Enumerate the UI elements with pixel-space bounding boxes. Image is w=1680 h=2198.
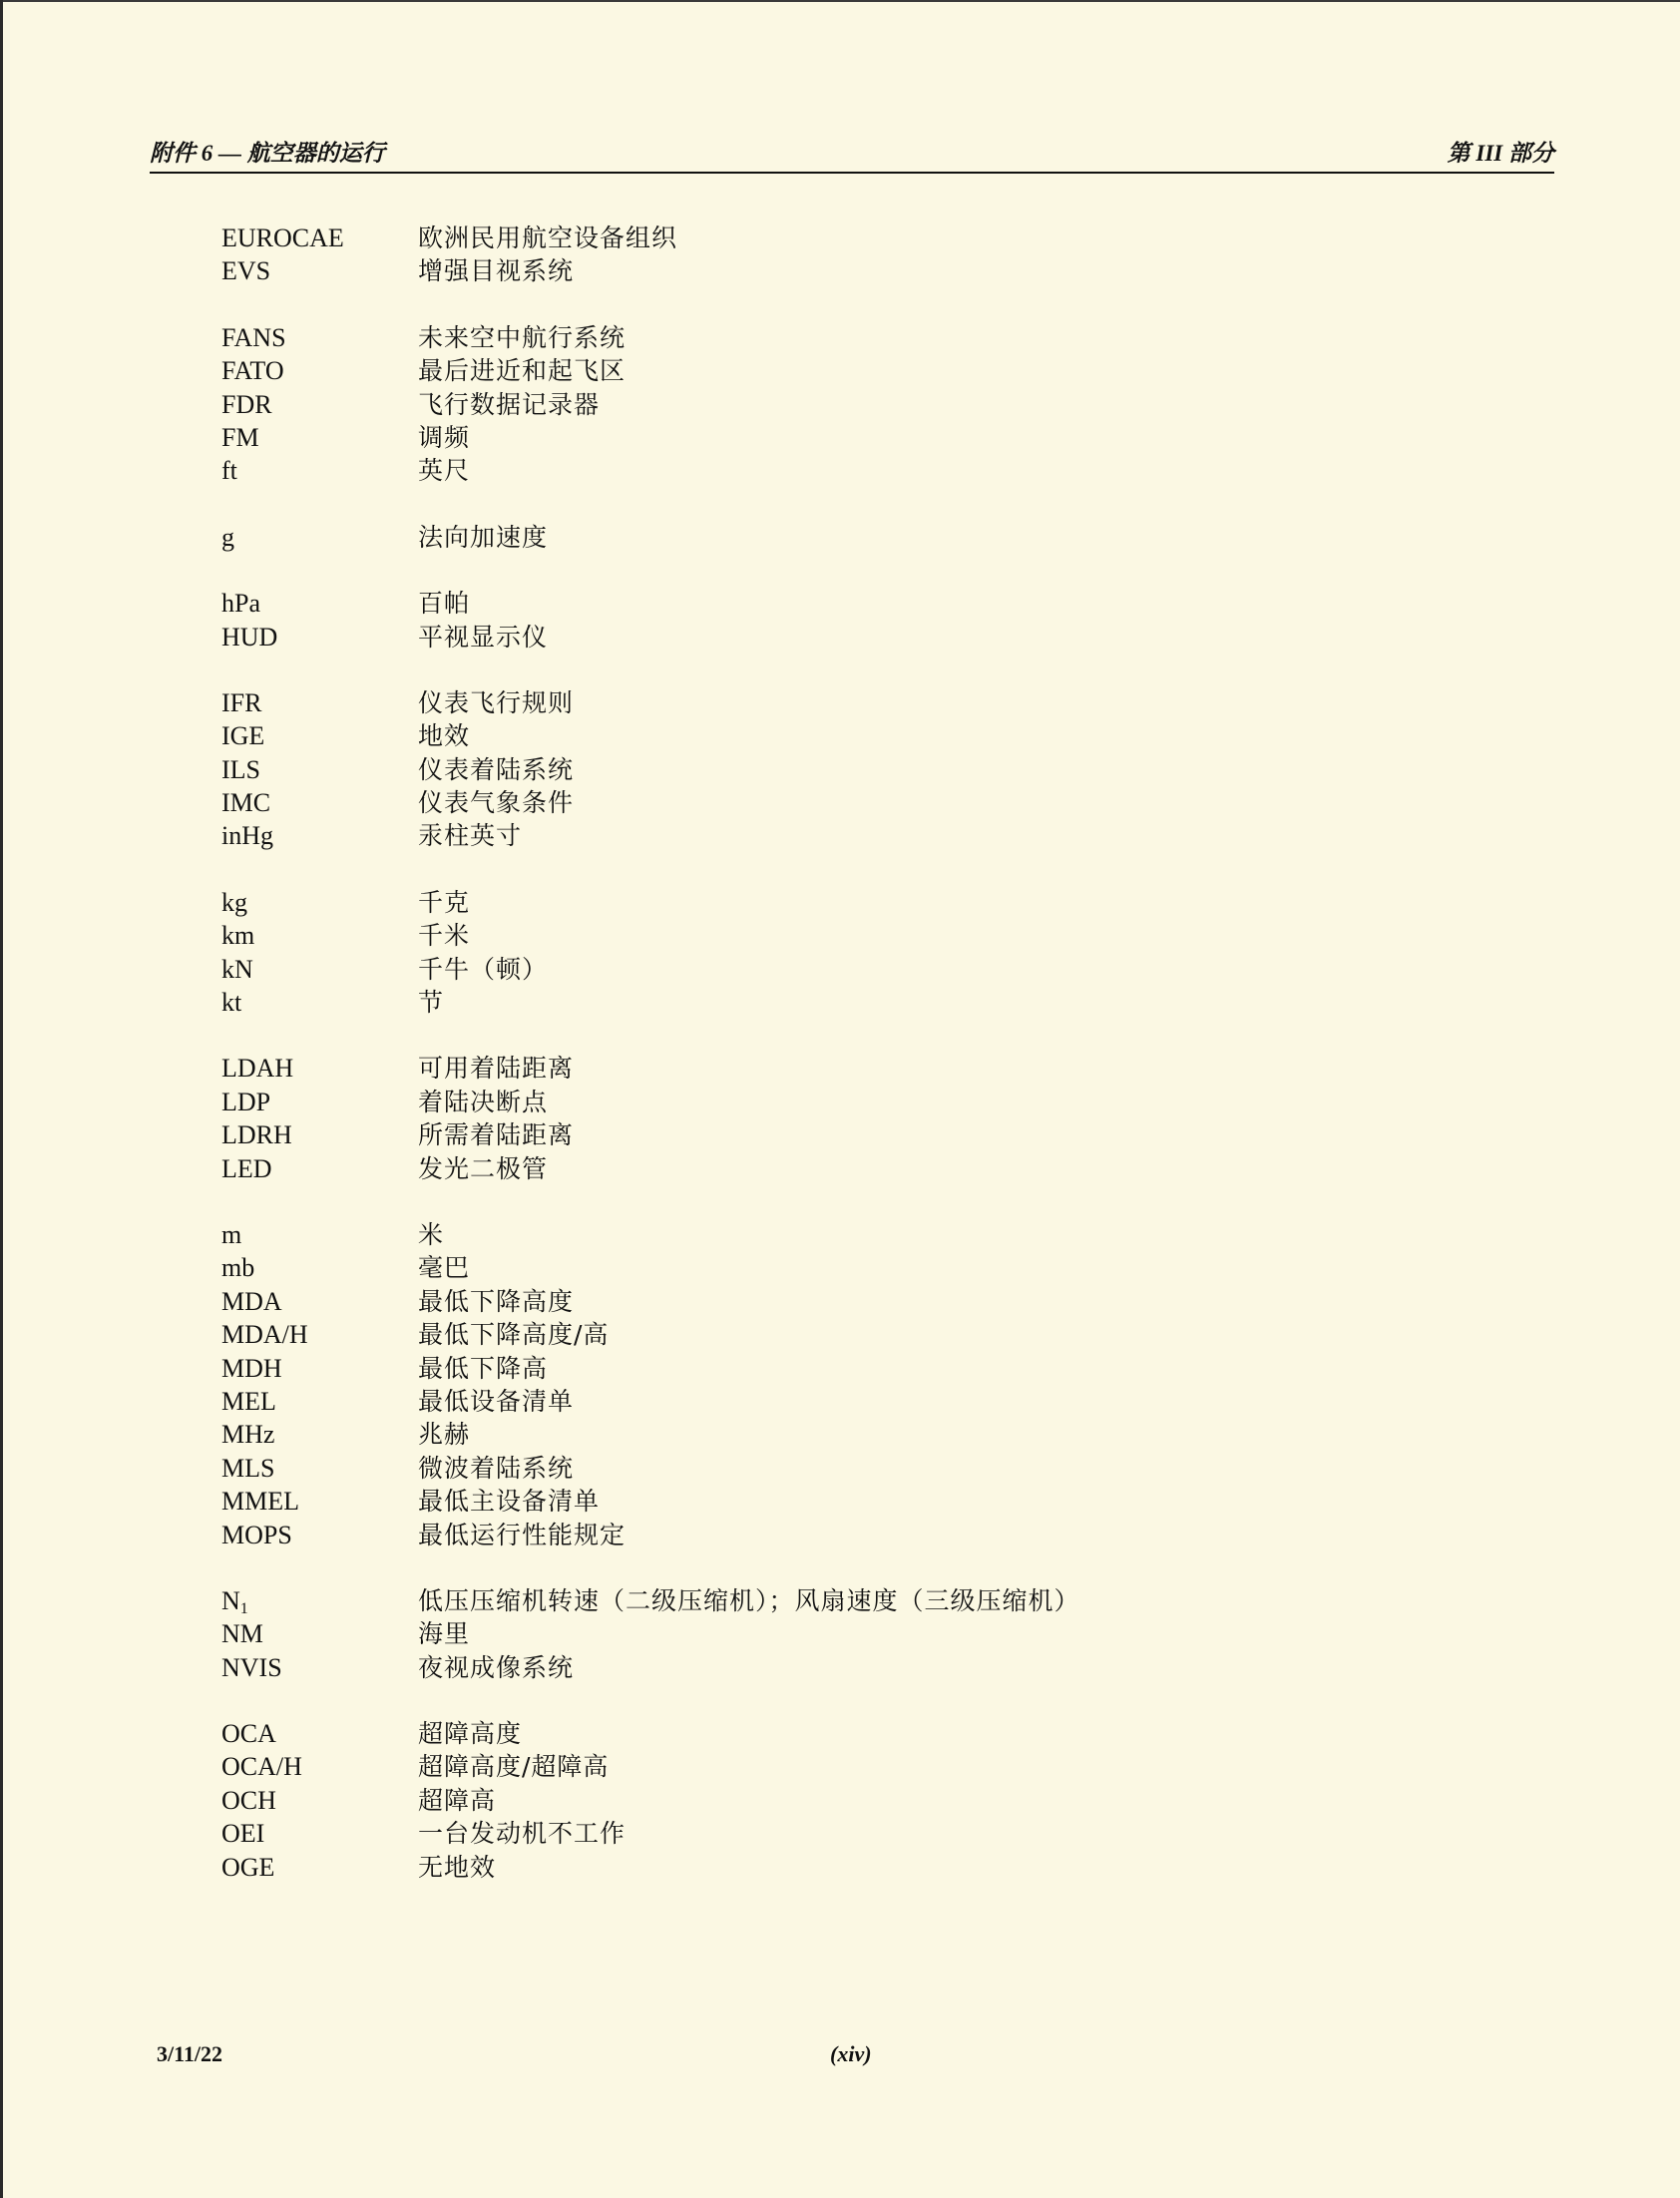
abbreviation-row xyxy=(221,1817,1419,1850)
abbreviation-term xyxy=(221,1251,418,1284)
abbreviation-term-text: MDA/H xyxy=(221,1320,308,1350)
abbreviation-group xyxy=(221,321,1419,488)
abbreviation-row xyxy=(221,1152,1419,1185)
abbreviation-term-text: NM xyxy=(221,1619,263,1649)
abbreviation-meaning: 最低主设备清单 xyxy=(418,1487,601,1517)
abbreviation-term-text: MOPS xyxy=(221,1520,292,1549)
abbreviation-row xyxy=(221,1485,1419,1518)
abbreviation-term-text: OCA xyxy=(221,1719,276,1749)
abbreviation-group xyxy=(221,587,1419,654)
abbreviation-meaning: 调频 xyxy=(418,422,471,452)
abbreviation-row xyxy=(221,1385,1419,1418)
abbreviation-term-text: OGE xyxy=(221,1852,275,1882)
abbreviation-row xyxy=(221,1052,1419,1085)
abbreviation-term-text: inHg xyxy=(221,821,273,851)
footer-page-number: (xiv) xyxy=(830,2041,872,2066)
abbreviation-row xyxy=(221,321,1419,354)
abbreviation-term xyxy=(221,1784,418,1817)
abbreviation-term xyxy=(221,587,418,620)
abbreviation-row xyxy=(221,1285,1419,1318)
abbreviation-row xyxy=(221,986,1419,1019)
abbreviation-row xyxy=(221,388,1419,421)
abbreviation-meaning: 仪表气象条件 xyxy=(418,788,575,818)
abbreviation-group xyxy=(221,1584,1419,1684)
abbreviation-meaning: 毫巴 xyxy=(418,1253,471,1283)
abbreviation-term xyxy=(221,1452,418,1485)
abbreviation-meaning: 千克 xyxy=(418,887,471,917)
header-title: 附件 6 — 航空器的运行 xyxy=(150,141,385,166)
abbreviation-term-text: MDA xyxy=(221,1286,282,1316)
abbreviation-meaning: 无地效 xyxy=(418,1852,497,1882)
abbreviation-term-text: m xyxy=(221,1219,242,1249)
abbreviation-term xyxy=(221,1750,418,1783)
abbreviation-term xyxy=(221,1285,418,1318)
abbreviation-term xyxy=(221,1519,418,1551)
abbreviation-row xyxy=(221,587,1419,620)
abbreviation-term xyxy=(221,886,418,919)
abbreviation-row xyxy=(221,1750,1419,1783)
abbreviation-term xyxy=(221,953,418,986)
header-part: 第 III 部分 xyxy=(1447,141,1554,166)
abbreviation-term-text: IMC xyxy=(221,788,271,818)
abbreviation-subscript: 1 xyxy=(239,1599,248,1617)
abbreviation-term xyxy=(221,1851,418,1884)
abbreviation-meaning: 飞行数据记录器 xyxy=(418,389,601,419)
abbreviation-term-text: EVS xyxy=(221,256,271,286)
abbreviation-term xyxy=(221,421,418,454)
abbreviation-term-text: FANS xyxy=(221,322,286,352)
abbreviation-row xyxy=(221,1218,1419,1251)
abbreviation-term-text: FM xyxy=(221,422,259,452)
abbreviation-meaning: 最低下降高度/高 xyxy=(418,1320,610,1350)
abbreviation-term-text: LED xyxy=(221,1153,272,1183)
abbreviation-meaning: 千牛（顿） xyxy=(418,954,549,984)
abbreviation-row xyxy=(221,819,1419,852)
abbreviation-term-text: OEI xyxy=(221,1819,265,1849)
abbreviation-term-text: ILS xyxy=(221,754,260,784)
abbreviation-term xyxy=(221,1352,418,1385)
abbreviation-row xyxy=(221,1617,1419,1650)
abbreviation-meaning: 夜视成像系统 xyxy=(418,1652,575,1682)
abbreviation-meaning: 未来空中航行系统 xyxy=(418,322,627,352)
abbreviation-row xyxy=(221,1584,1419,1617)
page-edge-top xyxy=(0,0,1680,2)
abbreviation-meaning: 最低运行性能规定 xyxy=(418,1520,627,1549)
abbreviation-row xyxy=(221,1851,1419,1884)
abbreviation-meaning: 仪表着陆系统 xyxy=(418,754,575,784)
abbreviation-term-text: IGE xyxy=(221,721,265,751)
abbreviation-term xyxy=(221,1318,418,1351)
abbreviation-meaning: 海里 xyxy=(418,1619,471,1649)
abbreviation-term-text: MLS xyxy=(221,1453,275,1483)
abbreviation-row xyxy=(221,1717,1419,1750)
abbreviation-term-text: MHz xyxy=(221,1420,275,1450)
abbreviation-meaning: 低压压缩机转速（二级压缩机）；风扇速度（三级压缩机） xyxy=(418,1585,1080,1615)
abbreviation-meaning: 着陆决断点 xyxy=(418,1087,549,1116)
abbreviation-meaning: 增强目视系统 xyxy=(418,256,575,286)
abbreviation-meaning: 最低下降高 xyxy=(418,1353,549,1383)
abbreviation-row xyxy=(221,1352,1419,1385)
abbreviation-term xyxy=(221,1086,418,1118)
abbreviation-row xyxy=(221,919,1419,952)
abbreviation-row xyxy=(221,521,1419,554)
abbreviation-term xyxy=(221,786,418,819)
abbreviation-term-text: EUROCAE xyxy=(221,223,344,252)
abbreviation-term xyxy=(221,719,418,752)
abbreviation-meaning: 欧洲民用航空设备组织 xyxy=(418,223,678,252)
abbreviation-term-text: kN xyxy=(221,954,253,984)
abbreviation-term xyxy=(221,753,418,786)
abbreviation-row xyxy=(221,354,1419,387)
abbreviation-term xyxy=(221,1651,418,1684)
abbreviation-term xyxy=(221,454,418,487)
abbreviation-list xyxy=(221,221,1419,1917)
abbreviation-term xyxy=(221,254,418,287)
abbreviation-group xyxy=(221,686,1419,853)
abbreviation-group xyxy=(221,521,1419,554)
abbreviation-term-text: IFR xyxy=(221,687,262,717)
abbreviation-term-text: FATO xyxy=(221,356,284,386)
abbreviation-meaning: 发光二极管 xyxy=(418,1153,549,1183)
abbreviation-meaning: 超障高度 xyxy=(418,1719,523,1749)
abbreviation-term xyxy=(221,1717,418,1750)
abbreviation-meaning: 最低下降高度 xyxy=(418,1286,575,1316)
abbreviation-group xyxy=(221,1717,1419,1884)
abbreviation-meaning: 米 xyxy=(418,1219,445,1249)
abbreviation-term xyxy=(221,1485,418,1518)
abbreviation-meaning: 百帕 xyxy=(418,589,471,619)
abbreviation-term xyxy=(221,1152,418,1185)
abbreviation-term-text: kg xyxy=(221,887,247,917)
abbreviation-meaning: 可用着陆距离 xyxy=(418,1054,575,1084)
abbreviation-term xyxy=(221,986,418,1019)
abbreviation-meaning: 汞柱英寸 xyxy=(418,821,523,851)
footer-date: 3/11/22 xyxy=(157,2041,223,2066)
abbreviation-row xyxy=(221,1086,1419,1118)
abbreviation-term-text: OCH xyxy=(221,1785,276,1815)
abbreviation-row xyxy=(221,953,1419,986)
abbreviation-term xyxy=(221,1118,418,1151)
abbreviation-row xyxy=(221,421,1419,454)
abbreviation-row xyxy=(221,621,1419,654)
abbreviation-meaning: 超障高度/超障高 xyxy=(418,1752,610,1782)
abbreviation-term-text: MDH xyxy=(221,1353,282,1383)
abbreviation-meaning: 节 xyxy=(418,988,445,1018)
abbreviation-group xyxy=(221,221,1419,288)
abbreviation-term xyxy=(221,1218,418,1251)
abbreviation-term-text: N xyxy=(221,1585,240,1615)
abbreviation-row xyxy=(221,221,1419,254)
abbreviation-row xyxy=(221,1118,1419,1151)
abbreviation-term xyxy=(221,819,418,852)
abbreviation-row xyxy=(221,254,1419,287)
abbreviation-term-text: kt xyxy=(221,988,242,1018)
abbreviation-term xyxy=(221,919,418,952)
abbreviation-term-text: FDR xyxy=(221,389,272,419)
abbreviation-row xyxy=(221,454,1419,487)
abbreviation-term xyxy=(221,354,418,387)
abbreviation-row xyxy=(221,1452,1419,1485)
abbreviation-term-text: ft xyxy=(221,456,237,486)
abbreviation-term-text: MEL xyxy=(221,1386,276,1416)
abbreviation-meaning: 最后进近和起飞区 xyxy=(418,356,627,386)
abbreviation-group xyxy=(221,1052,1419,1185)
abbreviation-term-text: g xyxy=(221,522,234,552)
page-header xyxy=(150,138,1554,174)
abbreviation-term-text: NVIS xyxy=(221,1652,282,1682)
abbreviation-meaning: 微波着陆系统 xyxy=(418,1453,575,1483)
abbreviation-meaning: 英尺 xyxy=(418,456,471,486)
abbreviation-term-text: hPa xyxy=(221,589,260,619)
abbreviation-meaning: 最低设备清单 xyxy=(418,1386,575,1416)
abbreviation-term xyxy=(221,1052,418,1085)
abbreviation-group xyxy=(221,1218,1419,1551)
abbreviation-row xyxy=(221,1651,1419,1684)
abbreviation-row xyxy=(221,719,1419,752)
abbreviation-meaning: 平视显示仪 xyxy=(418,622,549,652)
abbreviation-meaning: 法向加速度 xyxy=(418,522,549,552)
abbreviation-term xyxy=(221,221,418,254)
abbreviation-group xyxy=(221,886,1419,1020)
abbreviation-term xyxy=(221,1385,418,1418)
abbreviation-term xyxy=(221,321,418,354)
abbreviation-term-text: LDP xyxy=(221,1087,271,1116)
abbreviation-term xyxy=(221,1817,418,1850)
page-edge-left xyxy=(0,0,3,2198)
abbreviation-meaning: 兆赫 xyxy=(418,1420,471,1450)
abbreviation-term xyxy=(221,686,418,719)
abbreviation-term-text: HUD xyxy=(221,622,278,652)
abbreviation-term xyxy=(221,1418,418,1451)
abbreviation-row xyxy=(221,1251,1419,1284)
abbreviation-row xyxy=(221,1784,1419,1817)
abbreviation-meaning: 一台发动机不工作 xyxy=(418,1819,627,1849)
abbreviation-term xyxy=(221,1584,418,1617)
abbreviation-row xyxy=(221,753,1419,786)
abbreviation-meaning: 超障高 xyxy=(418,1785,497,1815)
abbreviation-meaning: 千米 xyxy=(418,921,471,951)
abbreviation-term xyxy=(221,1617,418,1650)
abbreviation-term-text: MMEL xyxy=(221,1487,299,1517)
abbreviation-term xyxy=(221,621,418,654)
abbreviation-row xyxy=(221,1318,1419,1351)
abbreviation-row xyxy=(221,686,1419,719)
abbreviation-meaning: 所需着陆距离 xyxy=(418,1120,575,1150)
abbreviation-row xyxy=(221,886,1419,919)
abbreviation-meaning: 仪表飞行规则 xyxy=(418,687,575,717)
abbreviation-row xyxy=(221,1519,1419,1551)
abbreviation-row xyxy=(221,1418,1419,1451)
abbreviation-term-text: mb xyxy=(221,1253,255,1283)
abbreviation-meaning: 地效 xyxy=(418,721,471,751)
abbreviation-term-text: km xyxy=(221,921,255,951)
abbreviation-term-text: LDAH xyxy=(221,1054,294,1084)
abbreviation-term-text: OCA/H xyxy=(221,1752,302,1782)
abbreviation-term xyxy=(221,521,418,554)
abbreviation-term-text: LDRH xyxy=(221,1120,292,1150)
abbreviation-term xyxy=(221,388,418,421)
abbreviation-row xyxy=(221,786,1419,819)
